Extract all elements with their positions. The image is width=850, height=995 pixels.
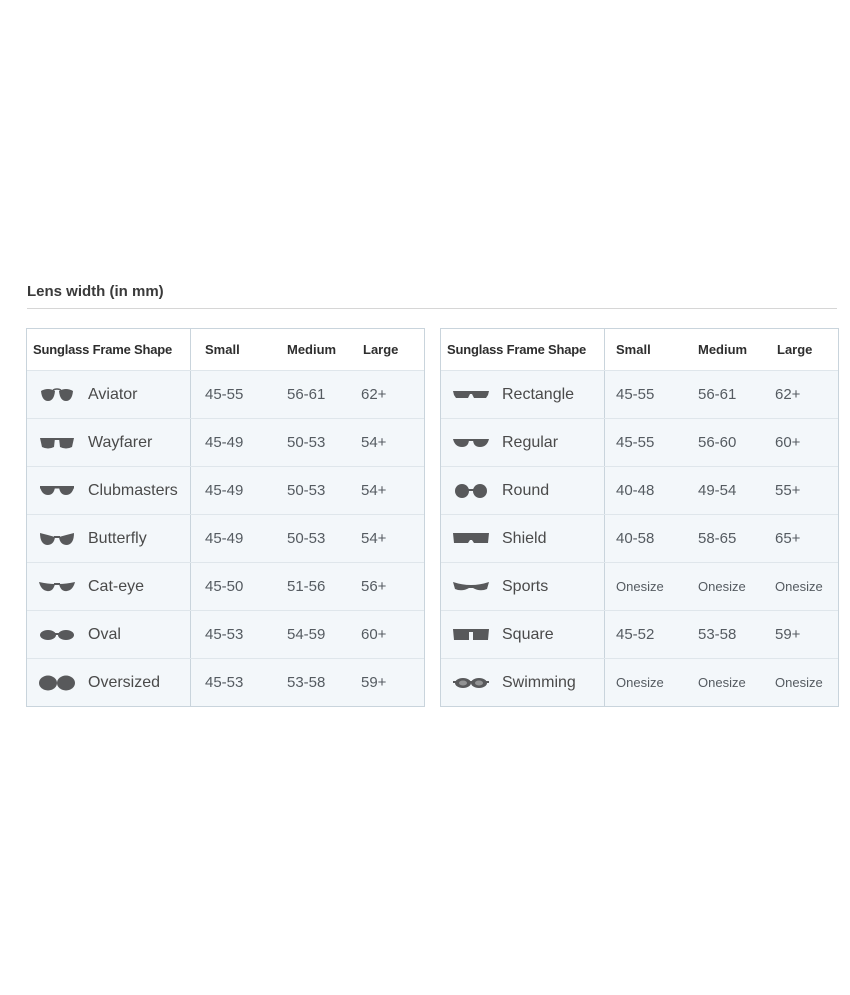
small-size-cell: 40-58 — [616, 530, 655, 547]
cat-eye-icon — [39, 579, 75, 595]
medium-size-cell: Onesize — [698, 675, 746, 690]
table-row — [27, 610, 424, 658]
large-size-cell: 60+ — [775, 434, 801, 451]
table-row — [27, 658, 424, 706]
table-row — [27, 466, 424, 514]
header-large: Large — [777, 342, 813, 357]
frame-shape-name: Square — [502, 625, 554, 643]
small-size-cell: 45-49 — [205, 530, 244, 547]
butterfly-icon — [39, 531, 75, 547]
small-size-cell: 45-52 — [616, 626, 655, 643]
frame-shape-cell — [27, 611, 191, 658]
oval-icon — [39, 627, 75, 643]
large-size-cell: 54+ — [361, 482, 387, 499]
frame-shape-name: Clubmasters — [88, 481, 178, 499]
table-row — [27, 370, 424, 418]
table-row — [441, 418, 838, 466]
table-row — [441, 610, 838, 658]
frame-shape-name: Sports — [502, 577, 549, 595]
frame-shape-cell — [27, 659, 191, 706]
size-table-right — [440, 328, 839, 707]
section-divider — [27, 308, 837, 309]
frame-shape-name: Regular — [502, 433, 559, 451]
frame-shape-cell — [441, 515, 605, 562]
frame-shape-cell — [27, 467, 191, 514]
table-row — [441, 466, 838, 514]
small-size-cell: Onesize — [616, 675, 664, 690]
large-size-cell: 59+ — [361, 674, 387, 691]
medium-size-cell: 58-65 — [698, 530, 737, 547]
header-frame-shape: Sunglass Frame Shape — [27, 329, 191, 370]
large-size-cell: 59+ — [775, 626, 801, 643]
frame-shape-name: Rectangle — [502, 385, 575, 403]
table-row — [441, 658, 838, 706]
small-size-cell: 45-49 — [205, 434, 244, 451]
table-row — [441, 562, 838, 610]
medium-size-cell: 49-54 — [698, 482, 737, 499]
size-table-left — [26, 328, 425, 707]
small-size-cell: 45-49 — [205, 482, 244, 499]
round-icon — [453, 483, 489, 499]
wayfarer-icon — [39, 435, 75, 451]
header-medium: Medium — [698, 342, 748, 357]
small-size-cell: 45-53 — [205, 626, 244, 643]
frame-shape-cell — [441, 419, 605, 466]
table-row — [441, 370, 838, 418]
small-size-cell: 45-55 — [616, 434, 655, 451]
regular-icon — [453, 435, 489, 451]
frame-shape-cell — [441, 563, 605, 610]
frame-shape-name: Shield — [502, 529, 547, 547]
small-size-cell: Onesize — [616, 579, 664, 594]
medium-size-cell: 56-61 — [287, 386, 326, 403]
large-size-cell: 65+ — [775, 530, 801, 547]
medium-size-cell: 50-53 — [287, 482, 326, 499]
large-size-cell: 60+ — [361, 626, 387, 643]
frame-shape-cell — [27, 371, 191, 418]
large-size-cell: 62+ — [775, 386, 801, 403]
frame-shape-cell — [441, 611, 605, 658]
large-size-cell: 54+ — [361, 530, 387, 547]
frame-shape-name: Swimming — [502, 673, 576, 691]
frame-shape-cell — [27, 563, 191, 610]
frame-shape-cell — [441, 371, 605, 418]
header-frame-shape: Sunglass Frame Shape — [441, 329, 605, 370]
medium-size-cell: 51-56 — [287, 578, 326, 595]
large-size-cell: Onesize — [775, 579, 823, 594]
table-header — [27, 329, 424, 370]
frame-shape-cell — [27, 515, 191, 562]
aviator-icon — [39, 387, 75, 403]
table-row — [27, 514, 424, 562]
section-title: Lens width (in mm) — [27, 283, 164, 300]
large-size-cell: 62+ — [361, 386, 387, 403]
small-size-cell: 45-50 — [205, 578, 244, 595]
table-header — [441, 329, 838, 370]
table-row — [27, 418, 424, 466]
small-size-cell: 45-55 — [616, 386, 655, 403]
clubmasters-icon — [39, 483, 75, 499]
large-size-cell: 56+ — [361, 578, 387, 595]
small-size-cell: 45-55 — [205, 386, 244, 403]
frame-shape-cell — [441, 467, 605, 514]
small-size-cell: 40-48 — [616, 482, 655, 499]
rectangle-icon — [453, 387, 489, 403]
frame-shape-cell — [27, 419, 191, 466]
frame-shape-name: Aviator — [88, 385, 138, 403]
medium-size-cell: 50-53 — [287, 530, 326, 547]
medium-size-cell: 56-60 — [698, 434, 737, 451]
medium-size-cell: 53-58 — [287, 674, 326, 691]
sports-icon — [453, 579, 489, 595]
frame-shape-name: Oval — [88, 625, 121, 643]
medium-size-cell: 54-59 — [287, 626, 326, 643]
medium-size-cell: 50-53 — [287, 434, 326, 451]
medium-size-cell: Onesize — [698, 579, 746, 594]
header-medium: Medium — [287, 342, 337, 357]
frame-shape-name: Oversized — [88, 673, 161, 691]
large-size-cell: Onesize — [775, 675, 823, 690]
medium-size-cell: 56-61 — [698, 386, 737, 403]
frame-shape-name: Wayfarer — [88, 433, 153, 451]
square-icon — [453, 627, 489, 643]
large-size-cell: 55+ — [775, 482, 801, 499]
shield-icon — [453, 531, 489, 547]
frame-shape-name: Butterfly — [88, 529, 147, 547]
frame-shape-name: Cat-eye — [88, 577, 145, 595]
medium-size-cell: 53-58 — [698, 626, 737, 643]
header-small: Small — [616, 342, 651, 357]
table-row — [27, 562, 424, 610]
frame-shape-name: Round — [502, 481, 550, 499]
oversized-icon — [39, 675, 75, 691]
header-large: Large — [363, 342, 399, 357]
small-size-cell: 45-53 — [205, 674, 244, 691]
swimming-icon — [453, 675, 489, 691]
frame-shape-cell — [441, 659, 605, 706]
large-size-cell: 54+ — [361, 434, 387, 451]
table-row — [441, 514, 838, 562]
header-small: Small — [205, 342, 240, 357]
